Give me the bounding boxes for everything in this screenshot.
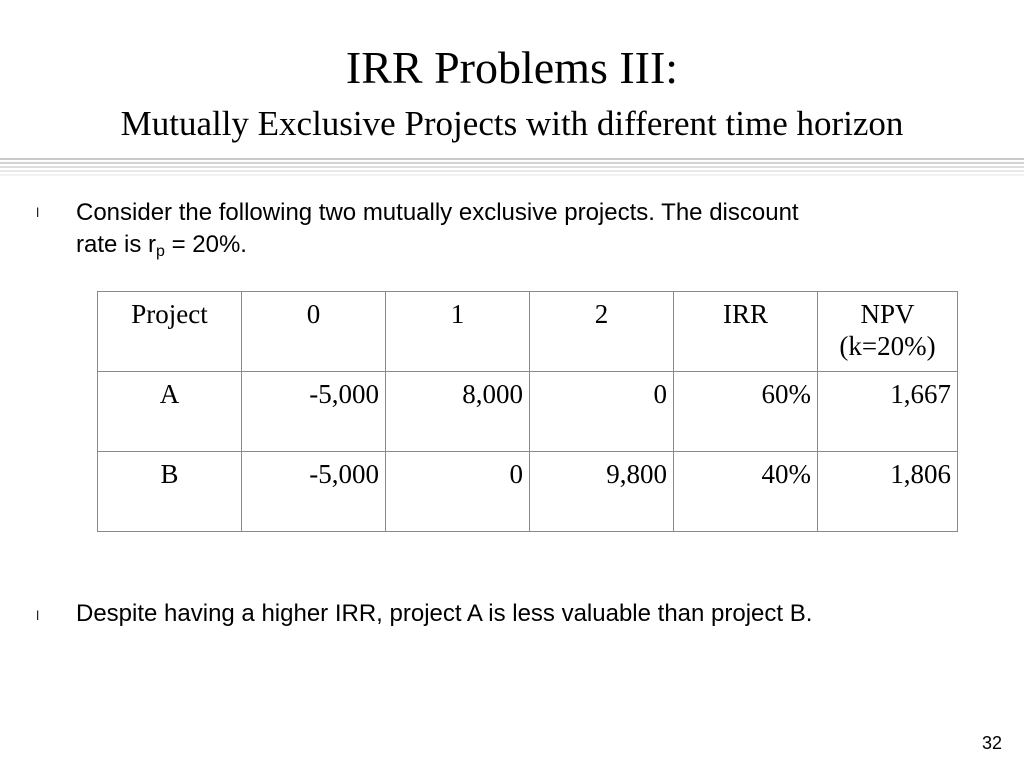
intro-line-2-post: = 20%. bbox=[164, 231, 247, 258]
cell-project-name: B bbox=[98, 452, 242, 532]
cell-year-0: -5,000 bbox=[242, 372, 386, 452]
cell-npv: 1,667 bbox=[818, 372, 958, 452]
slide-title: IRR Problems III: bbox=[345, 42, 679, 93]
table-header-row bbox=[98, 292, 958, 372]
bullet-marker: l bbox=[36, 206, 40, 220]
cell-npv: 1,806 bbox=[818, 452, 958, 532]
intro-paragraph bbox=[76, 197, 799, 261]
cell-year-2: 9,800 bbox=[530, 452, 674, 532]
header-project: Project bbox=[98, 292, 242, 372]
header-npv-line2: (k=20%) bbox=[839, 331, 936, 361]
bullet-marker: l bbox=[36, 609, 40, 623]
cell-project-name: A bbox=[98, 372, 242, 452]
cell-irr: 40% bbox=[674, 452, 818, 532]
cell-irr: 60% bbox=[674, 372, 818, 452]
conclusion-paragraph: Despite having a higher IRR, project A is less valuable than project B. bbox=[76, 600, 813, 627]
page-number: 32 bbox=[981, 733, 1002, 753]
cell-year-1: 0 bbox=[386, 452, 530, 532]
projects-table bbox=[97, 291, 958, 532]
header-npv bbox=[818, 292, 958, 372]
slide-subtitle: Mutually Exclusive Projects with different time horizon bbox=[120, 104, 904, 143]
cell-year-1: 8,000 bbox=[386, 372, 530, 452]
table-row bbox=[98, 372, 958, 452]
intro-line-1: Consider the following two mutually exclusive projects. The discount bbox=[76, 199, 799, 226]
rate-subscript: p bbox=[156, 243, 165, 260]
title-divider bbox=[0, 158, 1024, 178]
header-irr: IRR bbox=[674, 292, 818, 372]
header-year-1: 1 bbox=[386, 292, 530, 372]
header-npv-line1: NPV bbox=[860, 299, 915, 329]
header-year-0: 0 bbox=[242, 292, 386, 372]
table-row bbox=[98, 452, 958, 532]
intro-line-2-pre: rate is r bbox=[76, 231, 157, 258]
header-year-2: 2 bbox=[530, 292, 674, 372]
cell-year-0: -5,000 bbox=[242, 452, 386, 532]
cell-year-2: 0 bbox=[530, 372, 674, 452]
